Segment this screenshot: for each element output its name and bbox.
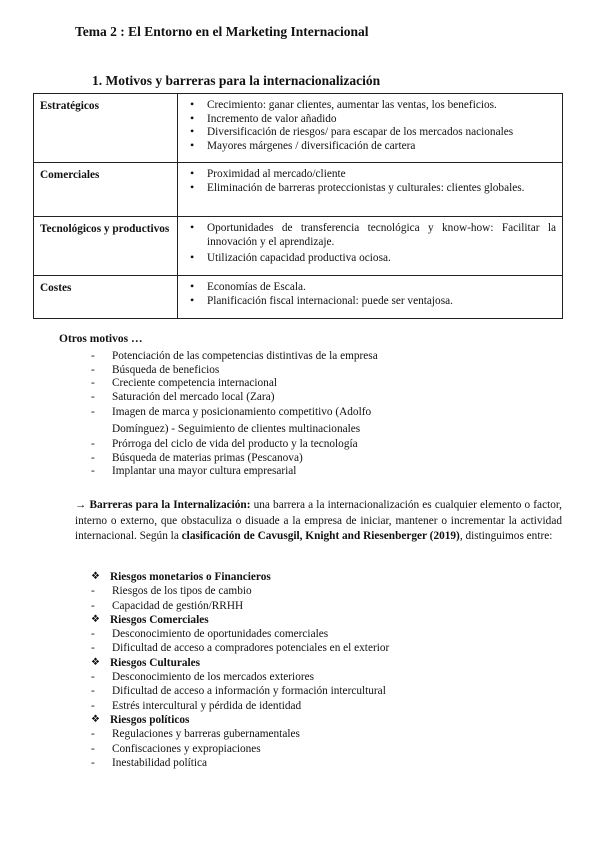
barriers-text-end: , distinguimos entre: xyxy=(459,530,553,543)
list-item: - Capacidad de gestión/RRHH xyxy=(88,599,389,613)
row-category: Estratégicos xyxy=(34,94,178,163)
list-item: - Búsqueda de beneficios xyxy=(88,364,418,378)
list-item: - Saturación del mercado local (Zara) xyxy=(88,391,418,405)
arrow-icon: → xyxy=(75,499,87,511)
risk-heading: ❖ Riesgos Culturales xyxy=(88,656,389,670)
list-item: - Regulaciones y barreras gubernamentales xyxy=(88,727,389,741)
barriers-lead: Barreras para la Internalización: xyxy=(89,499,251,511)
row-content xyxy=(178,217,563,276)
row-category: Comerciales xyxy=(34,163,178,217)
list-item: - Estrés intercultural y pérdida de identidad xyxy=(88,699,389,713)
row-content xyxy=(178,163,563,217)
row-category: Tecnológicos y productivos xyxy=(34,217,178,276)
list-item: - Implantar una mayor cultura empresarial xyxy=(88,465,418,479)
risk-heading: ❖ Riesgos Comerciales xyxy=(88,613,389,627)
list-item: - Prórroga del ciclo de vida del producto y la tecnología xyxy=(88,438,418,452)
table-row xyxy=(34,217,563,276)
list-item: - Confiscaciones y expropiaciones xyxy=(88,742,389,756)
barriers-text: una barrera a la internacionalización es cualquier elemento o factor, interno o externo, que obstaculiza o disuade a la empresa de iniciar, mantener o incrementar la actividad internacional. Según la xyxy=(75,499,563,543)
list-item: • Mayores márgenes / diversificación de cartera xyxy=(183,140,556,154)
list-item: - Imagen de marca y posicionamiento competitivo (Adolfo Domínguez) - Seguimiento de clientes multinacionales xyxy=(88,404,418,438)
list-item: • Diversificación de riesgos/ para escapar de los mercados nacionales xyxy=(183,126,556,140)
list-item: - Creciente competencia internacional xyxy=(88,377,418,391)
list-item: - Inestabilidad política xyxy=(88,756,389,770)
section-heading: 1. Motivos y barreras para la internacionalización xyxy=(92,73,381,88)
list-item: - Riesgos de los tipos de cambio xyxy=(88,584,389,598)
barriers-paragraph xyxy=(75,498,562,545)
table-row xyxy=(34,163,563,217)
row-category: Costes xyxy=(34,276,178,319)
list-item: • Eliminación de barreras proteccionistas y culturales: clientes globales. xyxy=(183,182,556,196)
risk-heading: ❖ Riesgos políticos xyxy=(88,713,389,727)
list-item: • Planificación fiscal internacional: puede ser ventajosa. xyxy=(183,295,556,309)
list-item: • Oportunidades de transferencia tecnológica y know-how: Facilitar la innovación y el aprendizaje. xyxy=(183,222,556,249)
barriers-reference: clasificación de Cavusgil, Knight and Riesenberger (2019) xyxy=(181,530,460,543)
document-title: Tema 2 : El Entorno en el Marketing Internacional xyxy=(75,24,369,39)
list-item: • Crecimiento: ganar clientes, aumentar las ventas, los beneficios. xyxy=(183,99,556,113)
list-item: • Incremento de valor añadido xyxy=(183,113,556,127)
other-motives-list xyxy=(88,350,418,479)
risks-list xyxy=(88,570,389,770)
list-item: • Economías de Escala. xyxy=(183,281,556,295)
list-item: - Desconocimiento de oportunidades comerciales xyxy=(88,627,389,641)
table-row xyxy=(34,94,563,163)
row-content xyxy=(178,276,563,319)
risk-heading: ❖ Riesgos monetarios o Financieros xyxy=(88,570,389,584)
list-item: - Potenciación de las competencias distintivas de la empresa xyxy=(88,350,418,364)
list-item: - Búsqueda de materias primas (Pescanova) xyxy=(88,452,418,466)
motives-table xyxy=(33,93,563,319)
list-item: - Dificultad de acceso a información y formación intercultural xyxy=(88,684,389,698)
table-row xyxy=(34,276,563,319)
list-item: - Dificultad de acceso a compradores potenciales en el exterior xyxy=(88,641,389,655)
other-motives-heading: Otros motivos … xyxy=(59,333,143,345)
list-item: • Proximidad al mercado/cliente xyxy=(183,168,556,182)
list-item: • Utilización capacidad productiva ociosa. xyxy=(183,252,556,266)
row-content xyxy=(178,94,563,163)
list-item: - Desconocimiento de los mercados exteriores xyxy=(88,670,389,684)
